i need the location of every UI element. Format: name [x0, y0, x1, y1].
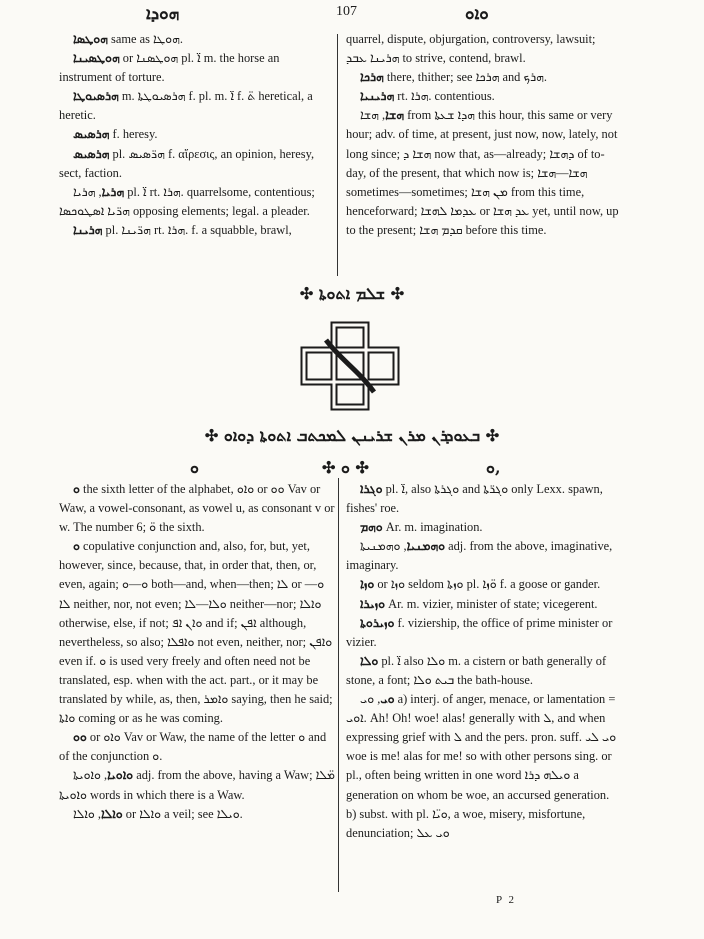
entry-definition: or ܗܘܛܣܢܐ pl. ܐ̈ m. the horse an instrument of torture.	[59, 51, 280, 85]
dictionary-entry	[346, 537, 620, 575]
entry-headword: ܗܪܣܝܘܛܐ	[73, 89, 119, 104]
dictionary-entry	[59, 87, 330, 125]
signature-mark: P 2	[496, 894, 516, 906]
column-bottom-left	[59, 480, 335, 824]
entry-definition: or ܘܐܘ Vav or Waw, the name of the letter ܘ and of the conjunction ܘ.	[59, 730, 327, 764]
entry-headword: ܘܝ	[380, 692, 395, 707]
dictionary-entry	[59, 766, 335, 804]
entry-headword: ܗܪܝܢܐ	[73, 222, 103, 237]
dictionary-entry	[59, 805, 335, 824]
dictionary-entry	[346, 575, 620, 594]
dictionary-entry	[346, 690, 620, 843]
entry-headword: ܘܘ	[73, 730, 87, 745]
entry-headword: ܘܗܡܢܝܐ	[406, 539, 446, 554]
entry-definition: pl. ܐ̈ also ܘܠܐ m. a cistern or bath generally of stone, a font; ܒܝܬ ܘܠܐ the bath-house.	[346, 653, 607, 687]
entry-definition: pl. ܐ̈, also ܘܓܪܬܐ and ܘܓܪ̈ܬܐ only Lexx. spawn, fishes' roe.	[346, 482, 603, 516]
entry-definition: quarrel, dispute, objurgation, controversy, lawsuit; ܗܪܝܢܐ ܥܒܕ to strive, contend, brawl.	[346, 32, 596, 66]
section-start-title: ✣ ܒܥܘܕܪܢ ܡܪܢ ܫܪܝܢܢ ܠܡܟܬܒ ܐܬܘܬܐ ܕܘܐܘ ✣	[204, 426, 500, 445]
entry-headword: ܗܫܐ	[385, 108, 405, 123]
dictionary-entry	[59, 145, 330, 183]
page-number: 107	[336, 4, 357, 19]
column-divider-bottom	[338, 478, 339, 892]
header-left-word: ܗܘܕܐ	[146, 4, 180, 24]
entry-headword: ܗܘܛܣܝܢܐ	[73, 51, 120, 66]
header-right-word: ܘܐܘ	[465, 4, 489, 24]
entry-definition: f. viziership, the office of prime minister or vizier.	[346, 615, 613, 649]
dictionary-entry	[346, 87, 619, 106]
dictionary-entry	[59, 183, 330, 221]
entry-headword: ܘ	[73, 482, 80, 496]
dictionary-entry	[346, 30, 619, 68]
entry-definition: , ܘܗܡܢܝܬܐ adj. from the above, imaginative, imaginary.	[346, 539, 613, 573]
entry-headword: ܘܙܐ	[360, 577, 375, 592]
dictionary-entry	[59, 49, 330, 87]
dictionary-entry	[59, 125, 330, 144]
entry-headword: ܗܪܝܐ	[101, 184, 125, 199]
entry-headword: ܘ	[73, 539, 80, 554]
dictionary-entry	[59, 30, 330, 49]
cross-ornament-icon	[296, 320, 406, 412]
entry-definition: , ܗܪܝܐ pl. ܐ̈ rt. ܗܪܐ. quarrelsome, contentious; ܗܪ̈ܝܐ ܐܣܛܘܟܣܐ opposing elements; legal. a pleader.	[59, 184, 315, 218]
entry-definition: rt. ܗܪܐ. contentious.	[394, 89, 495, 104]
dictionary-entry	[346, 518, 620, 537]
entry-headword: ܘܠܐ	[360, 653, 379, 668]
entry-definition: Ar. m. vizier, minister of state; vicegerent.	[385, 596, 598, 611]
page-header	[0, 4, 704, 24]
dictionary-entry	[346, 652, 620, 690]
entry-definition: the sixth letter of the alphabet, ܘܐܘ or ܘܘ Vav or Waw, a vowel-consonant, as vowel u, as consonant v or w. The number 6; ܘ̈ the sixth.	[59, 482, 335, 535]
entry-definition: , ܗܫܐ from ܗܕܐ ܫܥܬܐ this hour, this same or very hour; adv. of time, at present, just now, now, lately, not long since; ܗܫܐ ܕ now that, as—already; ܕܗܫܐ of to-day, of the present, that which now is; ܗܫܐ—ܗܫܐ sometimes—sometimes; ܡܢ ܗܫܐ from this time, henceforward; ܥܕܡܐ ܠܗܫܐ or ܥܕ ܗܫܐ yet, until now, up to the present; ܩܕܡ ܗܫܐ before this time.	[346, 108, 619, 237]
dictionary-entry	[346, 595, 620, 614]
entry-headword: ܘܙܝܪܐ	[360, 596, 386, 611]
dictionary-entry	[59, 728, 335, 766]
entry-headword: ܗܪܟܐ	[360, 70, 384, 85]
entry-definition: there, thither; see ܗܪܟܐ and ܗܪܟ.	[383, 70, 547, 85]
entry-definition: f. heresy.	[109, 127, 158, 142]
entry-definition: pl. ܗܪ̈ܝܢܐ rt. ܗܪܐ. f. a squabble, brawl,	[102, 222, 292, 237]
entry-headword: ܗܪܣܝܣ	[73, 127, 110, 142]
column-top-left	[59, 30, 330, 240]
dictionary-entry	[346, 106, 619, 240]
dictionary-entry	[346, 614, 620, 652]
dictionary-entry	[346, 68, 619, 87]
entry-definition: , ܘܐܘܝܬܐ adj. from the above, having a Waw; ܡ̈ܠܐ ܘܐܘܝܬܐ words in which there is a Waw.	[59, 768, 335, 802]
entry-definition: pl. ܗܪ̈ܣܝܣ f. αἵρεσις, an opinion, heresy, sect, faction.	[59, 146, 315, 180]
letter-heading-left: ܘ	[190, 458, 199, 477]
entry-definition: Ar. m. imagination.	[382, 520, 483, 535]
entry-headword: ܘܓܪܐ	[360, 482, 383, 496]
dictionary-entry	[59, 480, 335, 537]
entry-headword: ܘܐܘܝܐ	[107, 768, 134, 783]
entry-definition: copulative conjunction and, also, for, but, yet, however, since, because, that, in order that, then, or, even, again; ܘ—ܘ both—and, when—then; ܠܐ or ܘ—ܠܐ neither, nor, not even; ܘܠܐ—ܠܐ neither—nor; ܘܐܠܐ otherwise, else, if not; ܘܐܢ ܐܦ and if; ܐܦܢ although, nevertheless, so also; ܘܐܦܠܐ not even, neither, nor; ܘܐܦܢ even if. ܘ is used very freely and often need not be translated, esp. when with the act. part., or it may be translated by while, as, then, ܘܐܡܪ saying, then he said; ܘܐܬܐ coming or as he was coming.	[59, 539, 333, 726]
dictionary-entry	[59, 537, 335, 728]
entry-definition: , ܘܝ a) interj. of anger, menace, or lamentation = ܐܘܝ. Ah! Oh! woe! alas! generally with ܠ, and when expressing grief with ܠ and the pers. pron. suff. ܘܝ ܠܝ woe is me! alas for me! so with other persons sing. or pl., often being written in one word ܘܝܠܗ ܕܪܐ a generation on whom be woe, an accursed generation. b) subst. with pl. ܘܝ̈ܐ, a woe, misery, misfortune, denunciation; ܘܝ ܥܠ	[346, 692, 617, 840]
column-bottom-right	[346, 480, 620, 843]
column-top-right	[346, 30, 619, 240]
letter-heading-center: ✣ ܘ ✣	[322, 458, 369, 477]
dictionary-entry	[59, 221, 330, 240]
entry-definition: , ܘܐܠܐ or ܘܐܠܐ a veil; see ܘܝܠܐ.	[73, 806, 243, 821]
entry-headword: ܘܙܝܪܘܬܐ	[360, 615, 395, 630]
entry-headword: ܗܘܛܣܐ	[73, 32, 108, 46]
entry-headword: ܘܗܡ	[360, 520, 383, 535]
letter-heading-right: ܘ,	[486, 458, 501, 477]
dictionary-entry	[346, 480, 620, 518]
column-divider-top	[337, 34, 338, 276]
entry-definition: same as ܗܘܛܐ.	[107, 32, 183, 46]
entry-headword: ܘܐܠܐ	[100, 806, 123, 821]
section-end-title: ✣ ܫܠܡ ܐܬܘܬܐ ✣	[299, 284, 405, 303]
entry-definition: m. ܗܪܣܝܘܛܬܐ f. pl. m. ܐ̈ f. ܬ̈ heretical, a heretic.	[59, 89, 313, 123]
entry-headword: ܗܪܣܝܣ	[73, 146, 110, 161]
entry-headword: ܗܪܝܢܝܐ	[360, 89, 395, 104]
entry-definition: or ܘܙܐ seldom ܘܙܬܐ pl. ܘ̈ܙܐ f. a goose or gander.	[374, 577, 601, 592]
